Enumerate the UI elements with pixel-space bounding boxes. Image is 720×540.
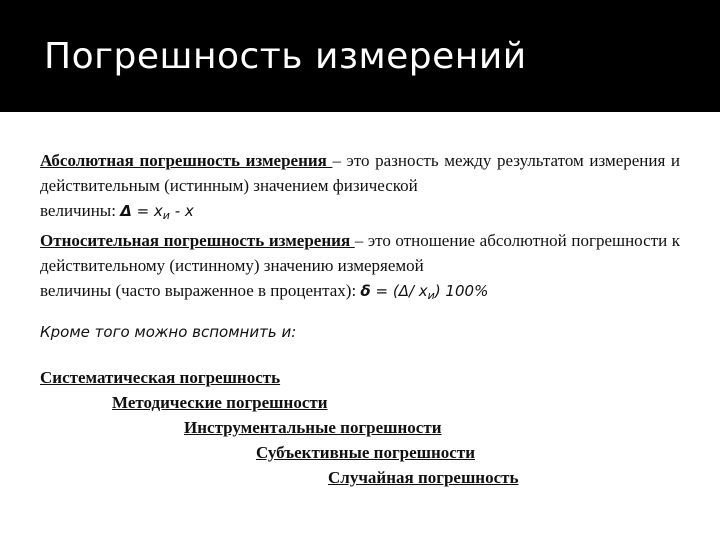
relative-formula-mid: = (Δ/ x	[370, 282, 428, 300]
list-item-instrumental: Инструментальные погрешности	[184, 418, 442, 437]
relative-error-definition	[40, 228, 680, 278]
relative-formula-sub: и	[427, 289, 435, 302]
relative-error-text-3: величины (часто выраженное в процентах):	[40, 281, 361, 300]
relative-formula-tail: ) 100%	[434, 282, 489, 300]
relative-error-formula	[360, 282, 488, 300]
list-item-random: Случайная погрешность	[328, 468, 519, 487]
list-item-methodical: Методические погрешности	[112, 393, 328, 412]
absolute-error-text-3: величины:	[40, 201, 121, 220]
absolute-formula-tail: - x	[169, 202, 194, 220]
absolute-error-term: Абсолютная погрешность измерения	[40, 151, 333, 170]
absolute-error-text-2: измерения и действительным (истинным) значением физической	[40, 151, 680, 195]
relative-error-text-2: погрешности к действительному (истинному) значению измеряемой	[40, 231, 681, 275]
error-types-list	[40, 365, 680, 490]
absolute-error-text-1: – это разность между результатом	[332, 151, 584, 170]
absolute-error-formula	[120, 202, 194, 220]
relative-error-formula-line	[40, 278, 680, 308]
note-text: Кроме того можно вспомнить и:	[40, 323, 297, 341]
title-band	[0, 0, 720, 112]
relative-error-text-1: – это отношение абсолютной	[354, 231, 567, 250]
slide-title: Погрешность измерений	[44, 36, 527, 77]
absolute-error-definition	[40, 148, 680, 198]
relative-error-term: Относительная погрешность измерения	[40, 231, 355, 250]
delta-symbol: Δ	[120, 202, 132, 220]
list-item-subjective: Субъективные погрешности	[256, 443, 475, 462]
absolute-formula-eq: = x	[131, 202, 163, 220]
slide-content	[40, 148, 680, 490]
list-item-systematic: Систематическая погрешность	[40, 368, 281, 387]
small-delta-symbol: δ	[360, 282, 371, 300]
absolute-formula-sub: и	[162, 209, 170, 222]
absolute-error-formula-line	[40, 198, 680, 228]
